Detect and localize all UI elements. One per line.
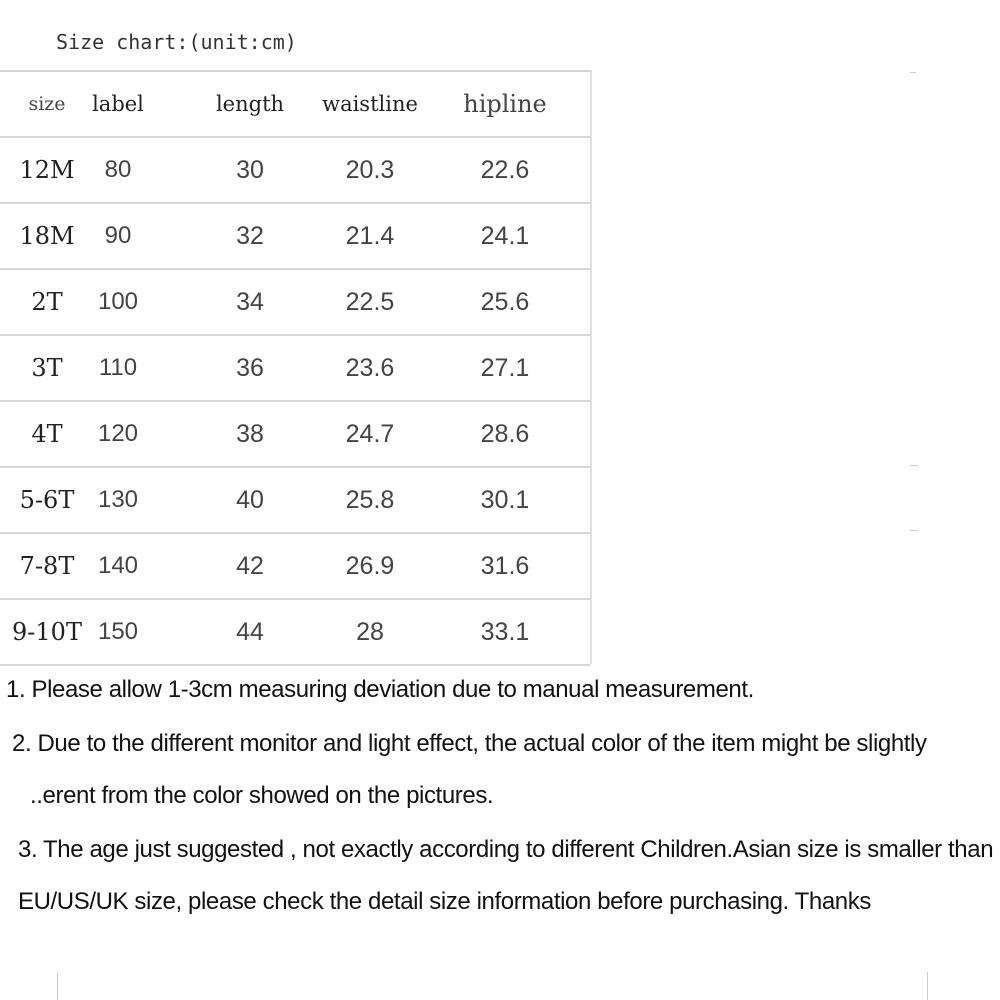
table-row <box>0 138 590 204</box>
cell-waistline: 25.8 <box>345 485 395 514</box>
cell-length: 42 <box>236 551 264 580</box>
table-row <box>0 534 590 600</box>
cell-label: 90 <box>104 222 132 249</box>
cell-size: 12M <box>19 156 75 184</box>
cell-label: 80 <box>104 156 132 183</box>
cell-label: 100 <box>97 288 139 315</box>
cell-hipline: 24.1 <box>480 221 530 250</box>
cell-hipline: 22.6 <box>480 155 530 184</box>
cell-label: 110 <box>98 354 138 381</box>
cell-hipline: 28.6 <box>480 419 530 448</box>
page-title: Size chart:(unit:cm) <box>56 30 297 54</box>
cell-waistline: 24.7 <box>345 419 395 448</box>
cell-waistline: 23.6 <box>345 353 395 382</box>
cell-hipline: 31.6 <box>480 551 530 580</box>
cell-waistline: 28 <box>356 617 384 646</box>
header-label: label <box>92 92 144 116</box>
cell-hipline: 30.1 <box>480 485 530 514</box>
cell-hipline: 25.6 <box>480 287 530 316</box>
cell-size: 18M <box>19 222 75 250</box>
cell-label: 150 <box>97 618 139 645</box>
cell-size: 2T <box>31 288 63 316</box>
cell-length: 32 <box>236 221 264 250</box>
guide-tick <box>910 465 918 466</box>
table-row <box>0 468 590 534</box>
cell-size: 9-10T <box>12 618 82 646</box>
cell-label: 120 <box>97 420 139 447</box>
cell-size: 7-8T <box>19 552 75 580</box>
cell-hipline: 27.1 <box>480 353 530 382</box>
guide-tick <box>910 72 916 73</box>
table-header-row <box>0 72 590 138</box>
guide-line-right <box>927 972 928 1000</box>
cell-waistline: 26.9 <box>345 551 395 580</box>
guide-line-left <box>57 972 58 1000</box>
table-row <box>0 600 590 666</box>
cell-waistline: 20.3 <box>345 155 395 184</box>
cell-length: 38 <box>236 419 264 448</box>
guide-tick <box>910 530 918 531</box>
size-table <box>0 70 592 664</box>
table-row <box>0 204 590 270</box>
note-3-line-1: 3. The age just suggested , not exactly according to different Children.Asian size is smaller than <box>18 836 994 863</box>
table-row <box>0 402 590 468</box>
cell-length: 40 <box>236 485 264 514</box>
header-length: length <box>215 92 285 116</box>
cell-size: 3T <box>31 354 63 382</box>
note-1: 1. Please allow 1-3cm measuring deviation due to manual measurement. <box>6 676 754 703</box>
table-row <box>0 270 590 336</box>
note-2-line-2: ..erent from the color showed on the pictures. <box>30 782 494 809</box>
note-3-line-2: EU/US/UK size, please check the detail size information before purchasing. Thanks <box>18 888 871 915</box>
cell-length: 44 <box>236 617 264 646</box>
cell-hipline: 33.1 <box>480 617 530 646</box>
header-waistline: waistline <box>322 92 418 116</box>
cell-size: 4T <box>31 420 63 448</box>
cell-label: 130 <box>97 486 139 513</box>
header-hipline: hipline <box>463 90 547 118</box>
table-row <box>0 336 590 402</box>
cell-waistline: 21.4 <box>345 221 395 250</box>
cell-waistline: 22.5 <box>345 287 395 316</box>
cell-length: 36 <box>236 353 264 382</box>
note-2-line-1: 2. Due to the different monitor and light effect, the actual color of the item might be slightly <box>12 730 927 757</box>
cell-length: 30 <box>236 155 264 184</box>
cell-length: 34 <box>236 287 264 316</box>
header-size: size <box>28 93 66 115</box>
cell-label: 140 <box>97 552 139 579</box>
cell-size: 5-6T <box>19 486 75 514</box>
